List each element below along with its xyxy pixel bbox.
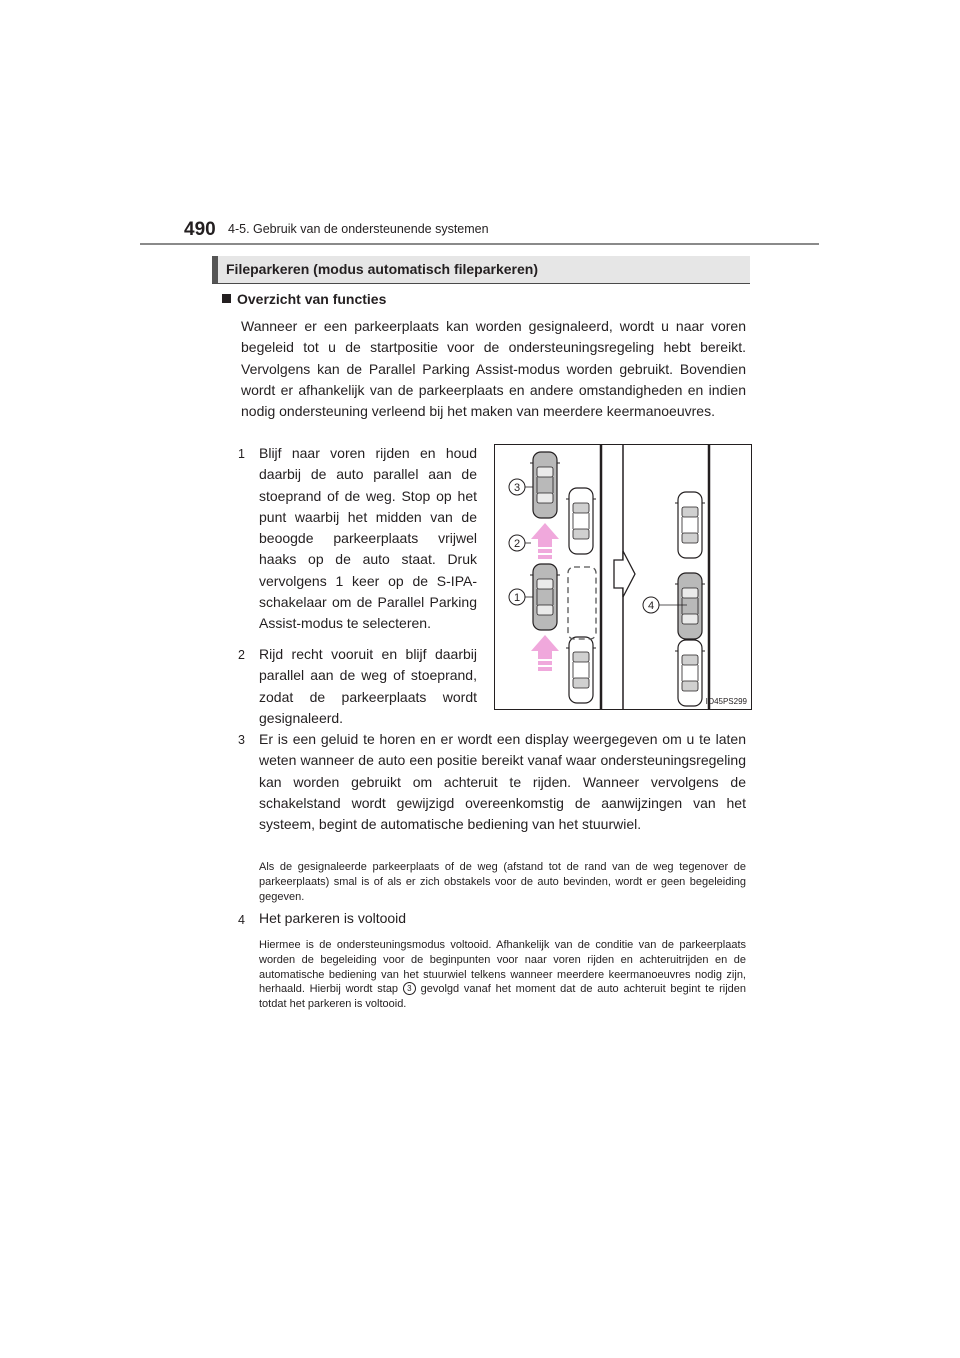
parked-car-right-top xyxy=(675,492,705,558)
parked-car-left-top xyxy=(566,488,596,554)
car-position-4 xyxy=(675,573,705,639)
parking-diagram-svg xyxy=(495,445,751,709)
diagram-label-4: 4 xyxy=(647,600,655,612)
diagram-code: IO45PS299 xyxy=(705,697,747,706)
note-step-4-part2: gevolgd vanaf het moment dat de auto achteruit begint te rijden totdat het parkeren is voltooid. xyxy=(259,983,746,1011)
intro-paragraph: Wanneer er een parkeerplaats kan worden gesignaleerd, wordt u naar voren begeleid tot u de startpositie voor de ondersteuningsregeling hebt bereikt. Vervolgens kan de Parallel Parking Assist-modus worden gebruikt. Bovendien wordt er afhankelijk van de parkeerplaats en andere omstandigheden en indien nodig ondersteuning verleend bij het maken van meerdere keermanoeuvres. xyxy=(241,318,746,420)
step-number-1: 1 xyxy=(238,447,245,461)
step-text-2: Rijd recht vooruit en blijf daarbij parallel aan de weg of stoeprand, zodat de parkeerplaats wordt gesignaleerd. xyxy=(259,646,477,726)
step-number-2: 2 xyxy=(238,648,245,662)
parked-car-left-bottom xyxy=(566,637,596,703)
diagram-label-1: 1 xyxy=(513,592,521,604)
subheading xyxy=(222,291,386,307)
diagram-callout-3 xyxy=(509,479,533,495)
diagram-label-2: 2 xyxy=(513,538,521,550)
page-number: 490 xyxy=(184,219,216,240)
parking-space-outline xyxy=(568,567,596,639)
step-number-3: 3 xyxy=(238,733,245,747)
forward-arrow-upper-icon xyxy=(531,523,559,559)
square-bullet-icon xyxy=(222,294,231,303)
transition-arrow-icon xyxy=(614,551,635,597)
diagram-callout-2 xyxy=(509,535,531,551)
parking-diagram xyxy=(494,444,752,710)
step-number-4: 4 xyxy=(238,913,245,927)
diagram-callout-1 xyxy=(509,589,533,605)
note-step-4 xyxy=(259,938,746,1012)
parked-car-right-bottom xyxy=(675,640,705,706)
step-text-3: Er is een geluid te horen en er wordt een display weergegeven om u te laten weten wanneer de auto een positie bereikt vanaf waar ondersteuningsregeling kan worden gebruikt om achteruit te rijden. Wanneer vervolgens de schakelstand wordt gewijzigd overeenkomstig de aanwijzingen van het systeem, begint de automatische bediening van het stuurwiel. xyxy=(259,731,746,833)
diagram-label-3: 3 xyxy=(513,482,521,494)
step-text-4: Het parkeren is voltooid xyxy=(259,910,407,926)
chapter-title: 4-5. Gebruik van de ondersteunende systemen xyxy=(228,222,489,236)
subheading-text: Overzicht van functies xyxy=(237,291,387,307)
forward-arrow-lower-icon xyxy=(531,635,559,671)
section-heading-bar xyxy=(212,256,750,284)
car-position-3 xyxy=(530,452,560,518)
car-position-1 xyxy=(530,564,560,630)
step-reference-3: 3 xyxy=(403,982,416,995)
section-title: Fileparkeren (modus automatisch fileparkeren) xyxy=(226,261,538,277)
step-text-1: Blijf naar voren rijden en houd daarbij de auto parallel aan de stoeprand of de weg. Stop op het punt waarbij het midden van de beoogde parkeerplaats vrijwel haaks op de auto staat. Druk vervolgens 1 keer op de S-IPA-schakelaar om de Parallel Parking Assist-modus te selecteren. xyxy=(259,445,477,632)
note-step-4-part1: Hiermee is de ondersteuningsmodus voltooid. Afhankelijk van de conditie van de parkeerplaats worden de begeleiding voor de beginpunten voor naar voren rijden en achteruitrijden en de automatische bediening van het stuurwiel telkens wanneer meerdere keermanoeuvres nodig zijn, herhaald. Hierbij wordt stap xyxy=(259,939,746,996)
section-accent xyxy=(212,256,218,283)
note-step-3: Als de gesignaleerde parkeerplaats of de weg (afstand tot de rand van de weg tegenover de parkeerplaats) smal is of als er zich obstakels voor de auto bevinden, wordt er geen begeleiding gegeven. xyxy=(259,861,746,903)
header-divider xyxy=(140,243,819,245)
